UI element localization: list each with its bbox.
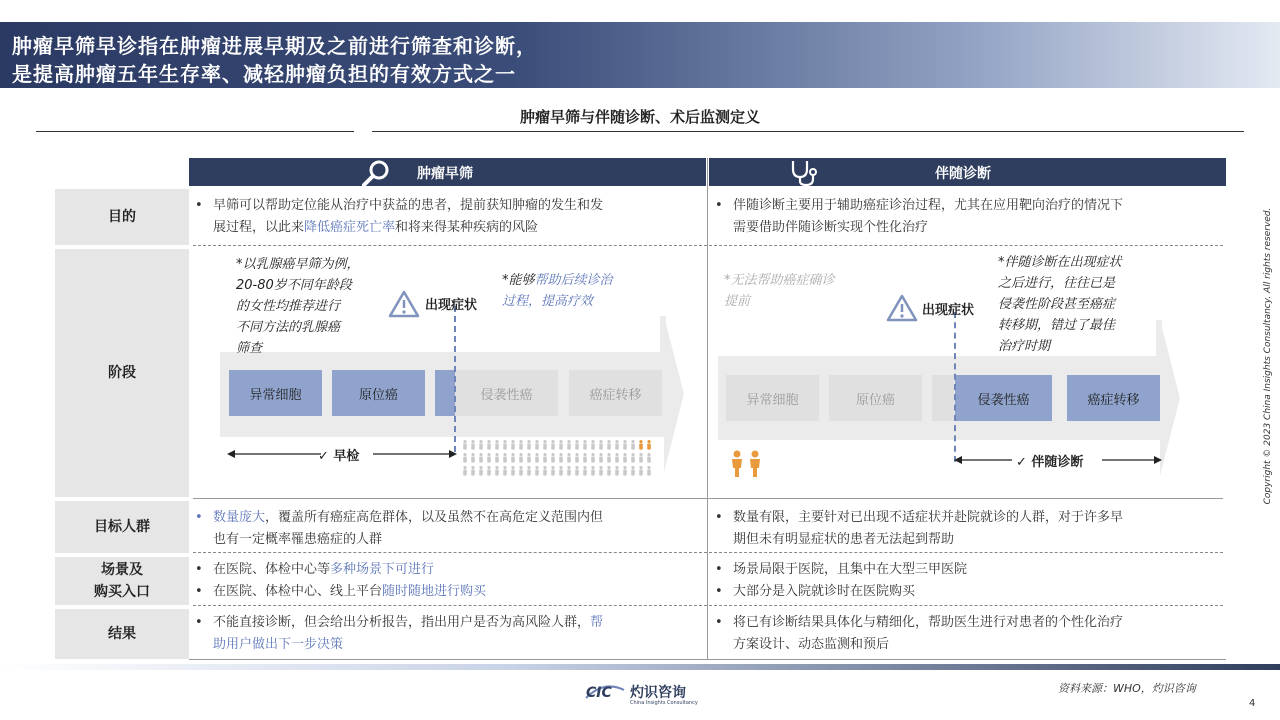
right-stage-invasive: 侵袭性癌 xyxy=(955,375,1052,421)
target-right-text: 期但未有明显症状的患者无法起到帮助 xyxy=(733,532,955,547)
note-highlight: 帮助后续诊治 xyxy=(534,273,613,288)
left-symptom-label: 出现症状 xyxy=(425,298,478,313)
scenario-left-cell: • 在医院、体检中心等多种场景下可进行 • 在医院、体检中心、线上平台随时随地进行购买 xyxy=(195,562,487,599)
right-stage-abnormal: 异常细胞 xyxy=(726,375,819,421)
column-title-companion: 伴随诊断 xyxy=(935,166,991,182)
copyright-text: Copyright © 2023 China Insights Consultancy. All rights reserved. xyxy=(1263,207,1273,505)
left-stage-metastasis: 癌症转移 xyxy=(569,370,662,416)
result-left-text: 不能直接诊断，但会给出分析报告，指出用户是否为高风险人群， xyxy=(213,615,591,630)
row-label-stage: 阶段 xyxy=(55,249,189,497)
note-line: 筛查 xyxy=(236,341,263,356)
purpose-right-text: 需要借助伴随诊断实现个性化治疗 xyxy=(733,220,929,235)
note-line: *无法帮助癌症确诊 xyxy=(724,273,835,288)
row-divider xyxy=(193,498,1223,499)
scenario-left-highlight: 多种场景下可进行 xyxy=(330,562,435,577)
left-stage-invasive: 侵袭性癌 xyxy=(455,370,558,416)
result-left-highlight: 助用户做出下一步决策 xyxy=(213,637,344,652)
section-subtitle: 肿瘤早筛与伴随诊断、术后监测定义 xyxy=(519,108,760,126)
company-logo xyxy=(584,680,704,710)
column-title-screening: 肿瘤早筛 xyxy=(417,166,473,182)
population-crowd-icon xyxy=(462,440,658,480)
right-stage-note-grey xyxy=(724,270,835,312)
stethoscope-icon xyxy=(787,159,821,187)
left-stage-arrow-head xyxy=(664,316,684,472)
purpose-left-text: 早筛可以帮助定位能从治疗中获益的患者，提前获知肿瘤的发生和发 xyxy=(213,198,604,213)
page-number: 4 xyxy=(1249,698,1256,709)
companion-label: ✓ 伴随诊断 xyxy=(1016,455,1084,470)
note-line: 侵袭性阶段甚至癌症 xyxy=(998,297,1116,312)
title-line-2: 是提高肿瘤五年生存率、减轻肿瘤负担的有效方式之一 xyxy=(12,62,516,86)
logo-chinese-name: 灼识咨询 xyxy=(630,685,686,701)
column-header-companion xyxy=(709,158,1226,186)
purpose-left-cell: • 早筛可以帮助定位能从治疗中获益的患者，提前获知肿瘤的发生和发 展过程，以此来降低癌症死亡率和将来得某种疾病的风险 xyxy=(195,198,604,235)
result-left-cell: • 不能直接诊断，但会给出分析报告，指出用户是否为高风险人群，帮 助用户做出下一步决策 xyxy=(195,615,604,652)
logo-english-name: China Insights Consultancy xyxy=(630,700,698,706)
title-bar xyxy=(0,22,1280,88)
note-line: 提前 xyxy=(724,294,751,309)
purpose-left-highlight: 降低癌症死亡率 xyxy=(304,220,396,235)
target-right-text: 数量有限，主要针对已出现不适症状并赴院就诊的人群，对于许多早 xyxy=(733,510,1124,525)
right-symptom-label: 出现症状 xyxy=(922,303,975,318)
right-stage-invasive-part xyxy=(932,375,954,421)
early-check-label: ✓ 早检 xyxy=(318,449,360,464)
logo-abbr: CIC xyxy=(586,685,612,701)
result-right-text: 方案设计、动态监测和预后 xyxy=(733,637,890,652)
note-line: 的女性均推荐进行 xyxy=(236,299,341,314)
target-left-text: 也有一定概率罹患癌症的人群 xyxy=(213,532,383,547)
left-stage-in-situ: 原位癌 xyxy=(332,370,425,416)
patients-icon xyxy=(728,450,768,478)
table-bottom-rule xyxy=(189,659,1226,660)
note-line: 不同方法的乳腺癌 xyxy=(236,320,341,335)
scenario-right-cell: • 场景局限于医院，且集中在大型三甲医院 • 大部分是入院就诊时在医院购买 xyxy=(715,559,1225,603)
row-label-result: 结果 xyxy=(55,609,189,659)
row-label-scenario-line1: 场景及 xyxy=(101,562,143,578)
row-label-purpose: 目的 xyxy=(55,189,189,245)
scenario-left-highlight: 随时随地进行购买 xyxy=(382,584,487,599)
right-stage-metastasis: 癌症转移 xyxy=(1067,375,1160,421)
row-divider xyxy=(193,552,1223,553)
target-right-cell: • 数量有限，主要针对已出现不适症状并赴院就诊的人群，对于许多早 期但未有明显症状的患者无法起到帮助 xyxy=(715,510,1124,547)
left-symptom-line xyxy=(454,306,456,452)
note-line: *伴随诊断在出现症状 xyxy=(998,255,1122,270)
note-line: 治疗时期 xyxy=(998,339,1051,354)
result-left-highlight: 帮 xyxy=(590,615,604,630)
purpose-right-cell: • 伴随诊断主要用于辅助癌症诊治过程，尤其在应用靶向治疗的情况下 需要借助伴随诊断实现个性化治疗 xyxy=(715,198,1124,235)
row-label-target: 目标人群 xyxy=(55,501,189,553)
note-line: 转移期，错过了最佳 xyxy=(998,318,1116,333)
result-right-text: 将已有诊断结果具体化与精细化，帮助医生进行对患者的个性化治疗 xyxy=(733,615,1124,630)
subtitle-rule-left xyxy=(36,131,354,132)
warning-icon xyxy=(886,294,918,322)
target-left-text: ，覆盖所有癌症高危群体，以及虽然不在高危定义范围内但 xyxy=(265,510,604,525)
note-highlight: 过程，提高疗效 xyxy=(502,294,594,309)
scenario-left-text: 在医院、体检中心等 xyxy=(213,562,331,577)
right-symptom-line xyxy=(954,312,956,462)
note-text: *能够 xyxy=(502,273,535,288)
note-line: 20-80岁不同年龄段 xyxy=(236,278,352,293)
row-divider xyxy=(193,245,1223,246)
target-left-cell: • 数量庞大，覆盖所有癌症高危群体，以及虽然不在高危定义范围内但 也有一定概率罹患癌症的人群 xyxy=(195,510,604,547)
left-stage-note-benefit xyxy=(502,270,613,312)
right-stage-in-situ: 原位癌 xyxy=(829,375,922,421)
purpose-right-text: 伴随诊断主要用于辅助癌症诊治过程，尤其在应用靶向治疗的情况下 xyxy=(733,198,1124,213)
target-left-highlight: 数量庞大 xyxy=(213,510,266,525)
column-divider xyxy=(707,158,708,660)
right-arrow-fill xyxy=(1156,320,1162,356)
left-stage-invasive-part xyxy=(435,370,455,416)
result-right-cell: • 将已有诊断结果具体化与精细化，帮助医生进行对患者的个性化治疗 方案设计、动态监测和预后 xyxy=(715,615,1124,652)
title-line-1: 肿瘤早筛早诊指在肿瘤进展早期及之前进行筛查和诊断， xyxy=(12,34,537,58)
row-label-scenario xyxy=(55,557,189,605)
purpose-left-text: 展过程，以此来 xyxy=(213,220,305,235)
source-note: 资料来源：WHO，灼识咨询 xyxy=(1058,682,1196,695)
column-header-screening xyxy=(189,158,706,186)
magnifier-icon xyxy=(359,159,393,187)
row-label-scenario-line2: 购买入口 xyxy=(94,584,150,600)
left-stage-abnormal: 异常细胞 xyxy=(229,370,322,416)
left-stage-note-breast xyxy=(236,254,360,359)
left-arrow-fill xyxy=(660,316,666,352)
note-line: *以乳腺癌早筛为例， xyxy=(236,257,360,272)
purpose-left-text: 和将来得某种疾病的风险 xyxy=(395,220,539,235)
row-divider xyxy=(193,605,1223,606)
scenario-left-text: 在医院、体检中心、线上平台 xyxy=(213,584,383,599)
subtitle-rule-right xyxy=(372,131,1244,132)
scenario-right-text: 场景局限于医院，且集中在大型三甲医院 xyxy=(733,562,968,577)
warning-icon xyxy=(388,290,420,318)
footer-band xyxy=(0,664,1280,670)
note-line: 之后进行，往往已是 xyxy=(998,276,1116,291)
scenario-right-text: 大部分是入院就诊时在医院购买 xyxy=(733,584,916,599)
right-stage-note xyxy=(998,252,1122,357)
